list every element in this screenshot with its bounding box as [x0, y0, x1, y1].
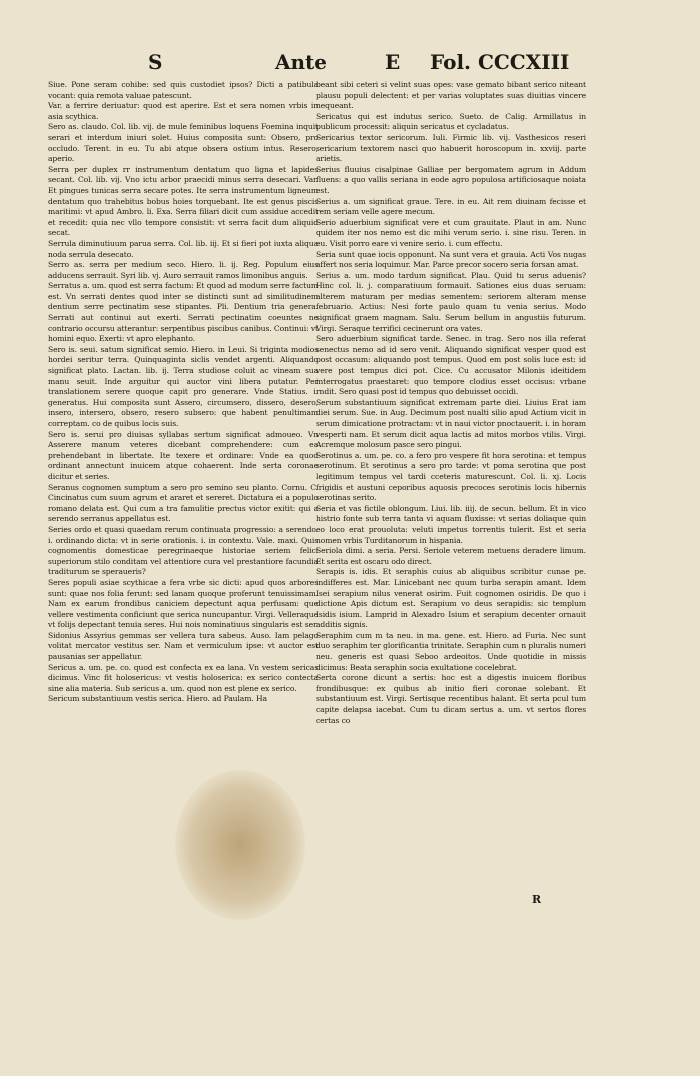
header-mid-mark: E — [385, 50, 401, 74]
entry: Sero as. claudo. Col. lib. vij. de mule feminibus loquens Foemina inquit serari et interdum iniuri solet. Huius composita sunt: Obsero, pro occludo. Terent. in eu. Tu abi atque obsera ostium intus. Resero, aperio. — [48, 122, 318, 164]
entry: Seres populi asiae scythicae a fera vrbe sic dicti: apud quos arbores sunt: quae nos folia ferunt: sed lanam quoque proferunt tenuissimam. Nam ex earum frondibus caniciem depectunt aqua perfusam: que vellere vestimenta conficiunt que serica nuncupantur. Virgi. Velleraque vt folijs depectant tenuia seres. Hui nois nominatiuus singularis est ser. Sidonius Assyrius gemmas ser vellera tura sabeus. Auso. Iam pelago volitat mercator vestitus ser. Nam et vermiculum ipse: vt auctor est pausanias ser appellatur. — [48, 577, 318, 662]
entry: Var. a ferrire deriuatur: quod est aperire. Est et sera nomen vrbis in asia scythica. — [48, 101, 318, 121]
entry: Serius a. um. modo tardum significat. Plau. Quid tu serus aduenis? Hinc col. li. j. comparatiuum formauit. Sationes eius duas seruam: alterem maturam per medias sementem: seriorem alteram mense februario. Actius: Nesi forte paulo quam tu venia serius. Modo significat graem magnam. Salu. Serum bellum in angustiis futurum. Virgi. Seraque terrifici cecinerunt ora vates. — [316, 270, 586, 333]
water-stain — [175, 770, 305, 920]
entry: Serapis is. idis. Et seraphis cuius ab aliquibus scribitur cunae pe. indifferes est. Mar. Linicebant nec quum turba serapin amant. Idem Isei serapium nilus venerat osirim. Fuit cognomen osiridis. De quo i dictione Apis dictum est. Serapium vo deus serapidis: sic templum Isidis isium. Lamprid in Alexadro Isium et serapium decenter ornauit additis signis. — [316, 567, 586, 630]
entry: Seria et vas fictile oblongum. Liui. lib. iiij. de secun. bellum. Et in vico histrio fonte sub terra tanta vi aquam fluxisse: vt serias doliaque quin eo loco erat prouoluta: veluti impetus torrentis tulerit. Est et seria nomen vrbis Turditanorum in hispania. — [316, 503, 586, 545]
entry: Serius fluuius cisalpinae Galliae per bergomatem agrum in Addum fluens: a quo vallis seriana in eode agro populosa artificiosaque noiata est. — [316, 164, 586, 195]
entry: Sericus a. um. pe. co. quod est confecta ex ea lana. Vn vestem sericas dicimus. Vinc fit holosericus: vt vestis holoserica: ex serico contecta sine alia materia. Sub sericus a. um. quod non est plene ex serico. — [48, 662, 318, 693]
entry: Siue. Pone seram cohibe: sed quis custodiet ipsos? Dicti a patibula vocant: quia remota valuae patescunt. — [48, 80, 318, 100]
entry: Seriola dimi. a seria. Persi. Seriole veterem metuens deradere limum. Et serita est oscaru odo direct. — [316, 546, 586, 566]
entry: Serta corone dicunt a sertis: hoc est a digestis inuicem floribus frondibusque: ex quibus ab initio fieri coronae solebant. Et substantiuum est. Virgi. Sertisque recentibus halant. Et serta pcul tum capite delapsa iacebat. Cum tu dicam sertus a. um. vt sertos flores certas co — [316, 673, 586, 725]
page-header — [140, 50, 660, 76]
header-title: Ante — [275, 50, 328, 74]
right-column — [316, 80, 586, 726]
entry: Serra per duplex rr instrumentum dentatum quo ligna et lapides secant. Col. lib. vij. Vno ictu arbor praecidi minus serra desecari. Var. Et pingues tunicas serra secare potes. Ite serra instrumentum ligneum dentatum quo trahebitus bobus hoies torquebant. Ite est genus piscis maritimi: vt apud Ambro. li. Exa. Serra filiari dicit cum assidue accedit et recedit: quia nec vllo tempore consistit: vt serra facit dum aliquid secat. — [48, 164, 318, 238]
entry: Sero is. seui. satum significat semio. Hiero. in Leui. Si triginta modios hordei seritur terra. Quinquaginta siclis vendet argenti. Aliquando significat plato. Lactan. lib. ij. Terra studiose coluit ac vineam sua manu seuit. Inde arguitur qui auctor vini libera putatur. Per translationem serere quoque capit pro generare. Vnde Statius. i. generatus. Hui composita sunt Assero, circumsero, dissero, desero, insero, intersero, obsero, resero subsero: que habent penultimam correptam. co de quibus locis suis. — [48, 344, 318, 428]
header-left-mark: S — [148, 50, 163, 74]
signature-mark: R — [532, 893, 542, 906]
entry: Serius a. um significat graue. Tere. in eu. Ait rem diuinam fecisse et rem seriam velle agere mecum. — [316, 196, 586, 217]
entry: Sericatus qui est indutus serico. Sueto. de Calig. Armillatus in publicum processit: aliquin sericatus et cycladatus. — [316, 111, 586, 132]
entry: beant sibi ceteri si velint suas opes: vase gemato bibant serico niteant plausu populi delectent: et per varias voluptates suas diuitias vincere nequeant. — [316, 80, 586, 111]
entry: Series ordo et quasi quaedam rerum continuata progressio: a serendo. i. ordinando dicta: vt in serie orationis. i. in contextu. Vale. maxi. Quis cognomentis domesticae peregrinaeque historiae seriem felici superiorum stilo conditam vel attentiore cura vel prestantiore facundia traditurum se speraueris? — [48, 524, 318, 577]
entry: Serum substantiuum significat extremam parte diei. Liuius Erat iam diei serum. Sue. in Aug. Decimum post nualti silio apud Actium vicit in serum dimicatione protractam: vt in naui victor pnoctauerit. i. in horam vesperti nam. Et serum dicit aqua lactis ad mitos morbos vtilis. Virgi. Acremque molosum pasce sero pingui. — [316, 397, 586, 450]
entry: Seranus cognomen sumptum a sero pro semino seu planto. Cornu. C. Cincinatus cum suum agrum et araret et sereret. Dictatura ei a populo romano delata est. Qui cum a tra famulitie prectus victor exitit: qui a serendo serranus appellatus est. — [48, 482, 318, 524]
entry: Serio aduerbium significat vere et cum grauitate. Plaut in am. Nunc quidem iter nos nemo est dic mihi verum serio. i. sine risu. Teren. in eu. Visit porro eare vi venire serio. i. cum effectu. — [316, 217, 586, 248]
entry: Sericum substantiuum vestis serica. Hiero. ad Paulam. Ha — [48, 694, 267, 704]
entry: Serrula diminutiuum parua serra. Col. lib. iij. Et si fieri pot iuxta aliqua noda serrula desecato. — [48, 238, 318, 259]
left-column — [48, 80, 318, 705]
entry: Serratus a. um. quod est serra factum: Et quod ad modum serre factum est. Vn serrati dentes quod inter se distincti sunt ad similitudinem dentium serre pectinatim sese stipantes. Pli. Dentium tria genera. Serrati aut continui aut exerti. Serrati pectinatim coeuntes ne contrario occursu atterantur: serpentibus piscibus canibus. Continui: vt homini equo. Exerti: vt apro elephanto. — [48, 281, 318, 344]
entry: Serotinus a. um. pe. co. a fero pro vespere fit hora serotina: et tempus serotinum. Et serotinus a sero pro tarde: vt poma serotina que post legitimum tempus vel tardi cceteris maturescunt. Col. li. xj. Locis frigidis et austuni ceporibus aquosis precoces serotinis locis hibernis serotinas serito. — [316, 450, 586, 503]
entry: Serro as. serra per medium seco. Hiero. li. ij. Reg. Populum eius adducens serrauit. Syri lib. vj. Auro serrauit ramos limonibus anguis. — [48, 260, 318, 280]
entry: Sero is. serui pro diuisas syllabas sertum significat admoueo. Vn Asserere manum veteres dicebant comprehendere: cum ea prehendebant in libertate. Ite texere et ordinare: Vnde ea quod ordinant annectunt inuicem atque cohaerent. Inde serta coronae dicitur et series. — [48, 429, 318, 481]
entry: Seria sunt quae iocis opponunt. Na sunt vera et grauia. Acti Vos nugas affert nos seria loquimur. Mar. Parce precor socero seria forsan amat. — [316, 249, 586, 270]
header-folio: Fol. CCCXIII — [430, 50, 570, 74]
entry: Sericarius textor sericorum. Iuli. Firmic lib. vij. Vasthesicos reseri sericarium textorem nasci quo habuerit horoscopum in. xxviij. parte arietis. — [316, 132, 586, 164]
entry: Seraphim cum m ta neu. in ma. gene. est. Hiero. ad Furia. Nec sunt duo seraphim ter glorificantia trinitate. Seraphin cum n pluralis numeri neu. generis est quasi Seboo ardeoitos. Unde quotidie in missis dicimus: Beata seraphin socia exultatione cocelebrat. — [316, 630, 586, 672]
entry: Sero aduerbium significat tarde. Senec. in trag. Sero nos illa referat senectus nemo ad id sero venit. Aliquando significat vesper quod est post occasum: aliquando post tempus. Quod em post solis luce est: id vere post tempus dici pot. Cice. Cu accusator Milonis ideitidem interrogatus praestaret: quo tempore clodius esset occisus: vrbane rndit. Sero quasi post id tempus quo debuisset occidi. — [316, 334, 586, 397]
